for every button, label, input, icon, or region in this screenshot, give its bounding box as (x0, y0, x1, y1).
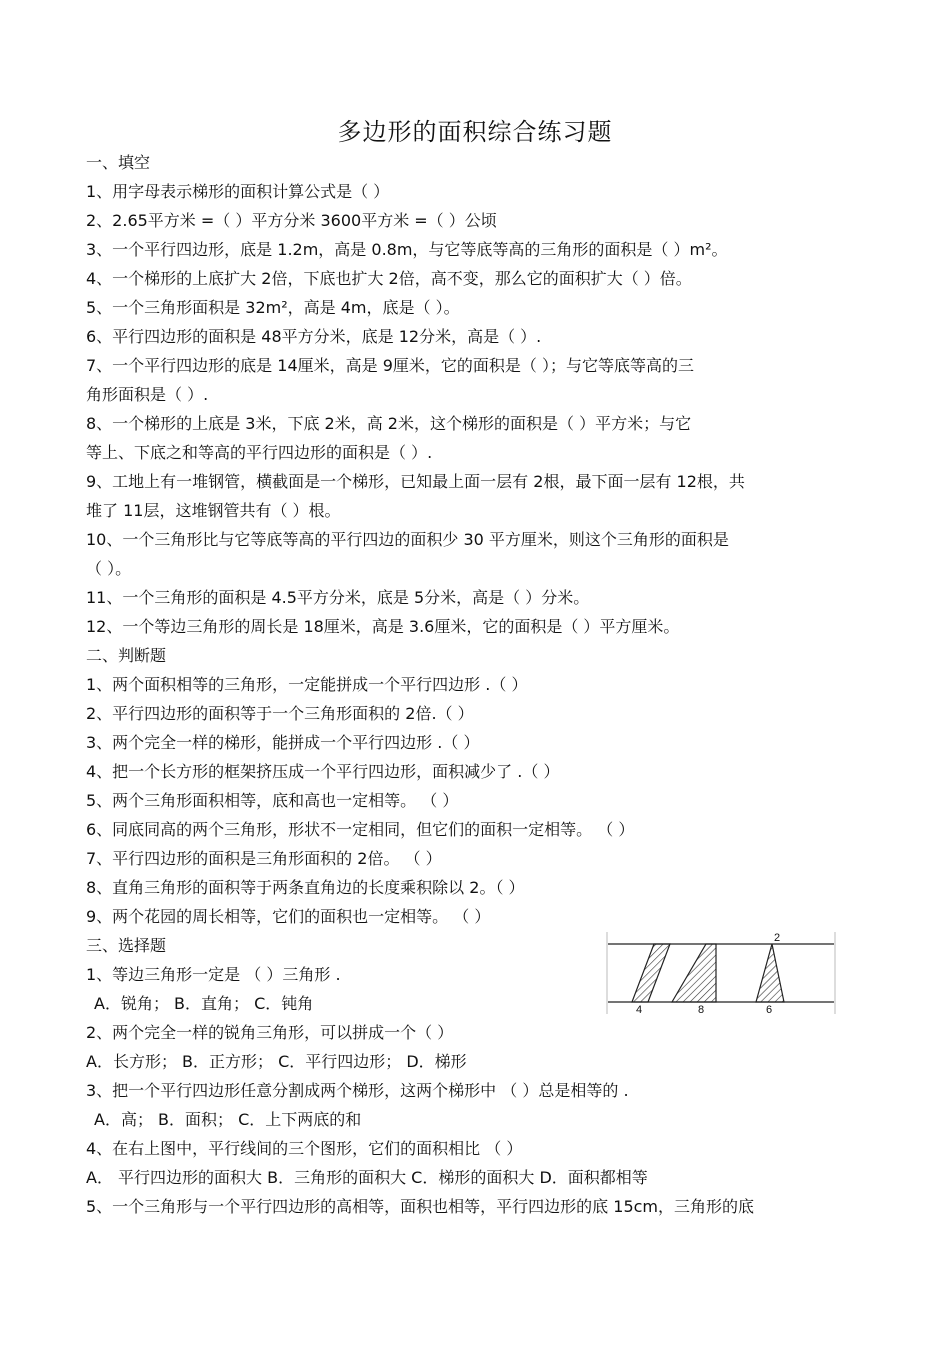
text-line: 6、同底同高的两个三角形，形状不一定相同，但它们的面积一定相等。 （ ） (86, 820, 635, 839)
text-line: 1、两个面积相等的三角形，一定能拼成一个平行四边形 .（ ） (86, 675, 528, 694)
text-line: （ ）。 (86, 559, 132, 578)
figure-label-a: 4 (636, 1004, 643, 1016)
trapezoid-shape (672, 944, 716, 1002)
text-line: 12、一个等边三角形的周长是 18厘米，高是 3.6厘米，它的面积是（ ）平方厘米。 (86, 617, 680, 636)
text-line: 6、平行四边形的面积是 48平方分米，底是 12分米，高是（ ）. (86, 327, 542, 346)
text-line: 2、平行四边形的面积等于一个三角形面积的 2倍.（ ） (86, 704, 474, 723)
text-line: 2、2.65平方米 =（ ）平方分米 3600平方米 =（ ）公顷 (86, 211, 497, 230)
text-line: 7、平行四边形的面积是三角形面积的 2倍。 （ ） (86, 849, 442, 868)
text-line: A．高； B．面积； C．上下两底的和 (94, 1110, 362, 1129)
text-line: 7、一个平行四边形的底是 14厘米，高是 9厘米，它的面积是（ ）；与它等底等高的三 (86, 356, 694, 375)
text-line: 9、工地上有一堆钢管，横截面是一个梯形，已知最上面一层有 2根，最下面一层有 12根，共 (86, 472, 745, 491)
text-line: 角形面积是（ ）. (86, 385, 209, 404)
text-line: 4、在右上图中，平行线间的三个图形，它们的面积相比 （ ） (86, 1139, 523, 1158)
text-line: 8、一个梯形的上底是 3米，下底 2米，高 2米，这个梯形的面积是（ ）平方米；与它 (86, 414, 692, 433)
text-line: 4、一个梯形的上底扩大 2倍，下底也扩大 2倍，高不变，那么它的面积扩大（ ）倍。 (86, 269, 692, 288)
text-line: 10、一个三角形比与它等底等高的平行四边的面积少 30 平方厘米，则这个三角形的面积是 (86, 530, 729, 549)
text-line: 9、两个花园的周长相等，它们的面积也一定相等。 （ ） (86, 907, 491, 926)
text-line: 8、直角三角形的面积等于两条直角边的长度乘积除以 2。（ ） (86, 878, 525, 897)
parallel-lines-figure (606, 930, 836, 1016)
text-line: 二、判断题 (86, 646, 167, 665)
text-line: 一、填空 (86, 153, 151, 172)
text-line: A．锐角； B．直角； C．钝角 (94, 994, 314, 1013)
triangle-shape (756, 944, 784, 1002)
text-line: A． 平行四边形的面积大 B．三角形的面积大 C．梯形的面积大 D．面积都相等 (86, 1168, 648, 1187)
text-line: 三、选择题 (86, 936, 167, 955)
text-line: 2、两个完全一样的锐角三角形，可以拼成一个（ ） (86, 1023, 454, 1042)
text-line: 1、等边三角形一定是 （ ）三角形 . (86, 965, 341, 984)
text-line: 3、把一个平行四边形任意分割成两个梯形，这两个梯形中 （ ）总是相等的 . (86, 1081, 629, 1100)
text-line: 11、一个三角形的面积是 4.5平方分米，底是 5分米，高是（ ）分米。 (86, 588, 590, 607)
text-line: 5、两个三角形面积相等，底和高也一定相等。 （ ） (86, 791, 459, 810)
text-line: 5、一个三角形与一个平行四边形的高相等，面积也相等，平行四边形的底 15cm，三角形的底 (86, 1197, 755, 1216)
text-line: 3、一个平行四边形，底是 1.2m，高是 0.8m，与它等底等高的三角形的面积是（ ）m²。 (86, 240, 728, 259)
text-line: 等上、下底之和等高的平行四边形的面积是（ ）. (86, 443, 433, 462)
text-line: 5、一个三角形面积是 32m²，高是 4m，底是（ ）。 (86, 298, 460, 317)
parallelogram-shape (632, 944, 670, 1002)
text-line: 3、两个完全一样的梯形，能拼成一个平行四边形 .（ ） (86, 733, 480, 752)
text-line: 1、用字母表示梯形的面积计算公式是（ ） (86, 182, 390, 201)
text-line: 堆了 11层，这堆钢管共有（ ）根。 (86, 501, 341, 520)
text-line: 4、把一个长方形的框架挤压成一个平行四边形，面积减少了 .（ ） (86, 762, 560, 781)
text-line: A．长方形； B．正方形； C．平行四边形； D．梯形 (86, 1052, 467, 1071)
question-lines (86, 148, 876, 1221)
figure-label-top: 2 (774, 932, 781, 944)
figure-label-b: 8 (698, 1004, 705, 1016)
page-title: 多边形的面积综合练习题 (337, 118, 613, 146)
figure-label-c: 6 (766, 1004, 773, 1016)
